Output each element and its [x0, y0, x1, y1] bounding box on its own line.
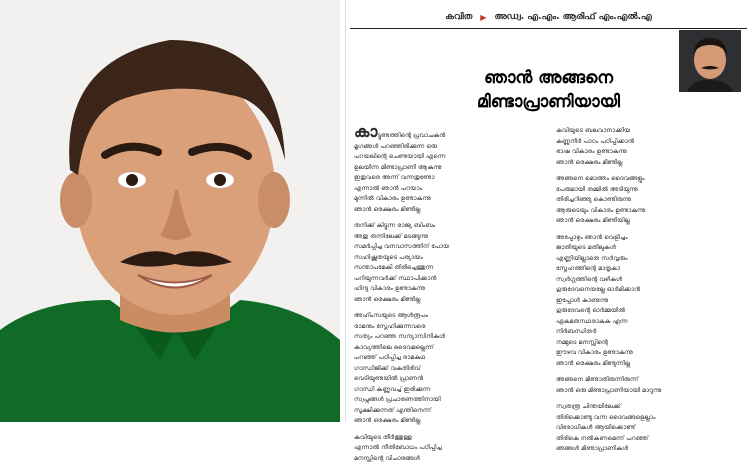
play-arrow-icon: ▶ — [480, 12, 487, 22]
poem-line — [556, 206, 734, 217]
poem-line-text: ഗുരുദേവനെയല്ലേ ഓർമിക്കാൻ — [556, 286, 641, 293]
poem-line-text: പറഞ്ഞ് പഠിപ്പിച്ച രാമകഥ — [354, 354, 426, 361]
poem-line — [354, 274, 532, 285]
poem-line — [354, 295, 532, 306]
poem-line-text: നിർബന്ധിതർ — [556, 328, 597, 335]
poem-line — [556, 243, 734, 254]
poem-line — [354, 322, 532, 333]
poem-line — [354, 332, 532, 343]
poem-line-text: ട്ടുണ്ടത്തിന്റെ പ്രവാചകൻ — [377, 132, 446, 139]
newspaper-article — [345, 0, 750, 462]
poem-line-text: ഇതുവരെ അന്ന് വന്നതുണ്ടോ — [354, 174, 435, 181]
poem-line — [354, 152, 532, 163]
poem-line — [354, 205, 532, 216]
poem-line-text: ജാതിയുടെ മതിലുകൾ — [556, 244, 616, 251]
poem-line — [354, 343, 532, 354]
poem-line — [556, 264, 734, 275]
poem-line-text: ഉലയിന്ന മിണ്ടാപ്രാണി ആകുന്നു — [354, 163, 442, 171]
poem-stanza — [354, 126, 532, 215]
poem-line-text: ഞാൻ ഒരക്ഷരം മിണ്ടുന്നില്ല — [556, 359, 631, 367]
poem-line — [556, 126, 734, 137]
poem-line — [354, 433, 532, 444]
poem-line — [556, 317, 734, 328]
poem-line-text: രാമനും സ്നേഹിക്കുന്നവരെ — [354, 322, 426, 330]
poem-line — [354, 374, 532, 385]
poem-line — [556, 254, 734, 265]
poem-line — [354, 311, 532, 322]
poem-line-text: തിരികെ നൽകണമെന്ന് പറഞ്ഞ് — [556, 434, 649, 442]
poem-line-text: നമ്മുടെ മനസ്സിന്റെ — [556, 338, 609, 346]
poem-line — [354, 454, 532, 465]
poem-line — [354, 263, 532, 274]
poem-line — [556, 216, 734, 227]
poem-line — [354, 284, 532, 295]
poem-line-text: വെടിയുണ്ടയിൽ പ്രാണൻ — [354, 375, 424, 382]
poem-line — [556, 375, 734, 386]
poem-line — [556, 185, 734, 196]
poem-line-text: ഞാൻ ഒരക്ഷരം മിണ്ടില്ല — [354, 205, 421, 213]
poem-line-text: സ്വതന്ത്ര ചിന്തയിലേക്ക് — [556, 403, 621, 410]
poem-line-text: സന്താപമേകി തിരിച്ചെത്തുന്ന — [354, 264, 434, 271]
poem-line — [556, 423, 734, 434]
poem-stanza — [556, 375, 734, 396]
poem-line — [556, 434, 734, 445]
poem-line — [354, 385, 532, 396]
poem-line — [354, 353, 532, 364]
poem-line — [556, 195, 734, 206]
poem-line-text: മൃഗങ്ങൾ പറഞ്ഞിരിക്കുന്ന ഒരു — [354, 142, 437, 150]
poem-line — [556, 327, 734, 338]
poem-line — [354, 194, 532, 205]
poem-line-text: കവിയുടെ തീർത്തുള്ള — [354, 433, 412, 441]
poem-line-text: ആരുടെയും വികാരം ഉണ്ടാകുന്നു — [556, 206, 646, 214]
poem-line-text: ഇപ്പോൾ കാണുന്നു — [556, 296, 609, 304]
poem-line — [556, 158, 734, 169]
poem-stanza — [354, 221, 532, 305]
poem-line — [556, 338, 734, 349]
poem-stanza — [556, 402, 734, 455]
poem-line — [556, 413, 734, 424]
poem-line — [556, 296, 734, 307]
poem-line-text: എന്നാൽ നീതിബോധം പഠിപ്പിച്ച — [354, 444, 442, 451]
poem-line-text: സഹിഷ്ണുതയുടെ പര്യായം — [354, 253, 424, 261]
poem-line — [354, 406, 532, 417]
poem-line-text: സൂക്ഷിക്കുന്നത് എന്തിനെന്ന് — [354, 406, 432, 414]
poem-line — [354, 395, 532, 406]
section-label: കവിത — [445, 12, 473, 22]
poem-line-text: കാവ്യത്തിലെ ദൈവമല്ലെന്ന് — [354, 343, 434, 351]
poem-line — [556, 275, 734, 286]
poem-line — [556, 174, 734, 185]
poem-line-text: സ്വപ്നങ്ങൾ പ്രചാരണത്തിനായി — [354, 396, 441, 403]
poem-line-text: ഗാന്ധി കണ്ണുവച്ച് ഇരിക്കുന്ന — [354, 385, 431, 393]
poem-line-text: അപ്പോഴും ഞാൻ വെളിച്ചം — [556, 233, 628, 241]
poem-column-left — [354, 126, 532, 470]
poem-line-text: ഏകമതസ്ഥരാകുക എന്ന — [556, 317, 628, 325]
poem-line-text: എന്നാൽ ഞാൻ പറയാം — [354, 184, 423, 192]
author-byline: അഡ്വ. എ.എം. ആരിഫ് എം.എൽ.എ — [494, 12, 652, 22]
poem-line — [556, 233, 734, 244]
poem-line — [354, 142, 532, 153]
poem-line — [354, 163, 532, 174]
poem-line — [354, 253, 532, 264]
poem-line-text: ഈഴവ വികാരം ഉണ്ടാകുന്നു — [556, 349, 634, 356]
poem-line-text: കവിയുടെ ബലവാനാക്കിയ — [556, 127, 631, 134]
poem-title-line-1: ഞാൻ അങ്ങനെ — [484, 68, 613, 88]
poem-line-text: ഞങ്ങൾ മിണ്ടാപ്രാണികൾ — [556, 445, 629, 452]
poem-stanza — [354, 433, 532, 465]
poem-line-text: പേരുമായി തമ്മിൽ അടിയുന്നു — [556, 185, 638, 193]
poem-line — [354, 173, 532, 184]
poem-line-text: തനിക്ക് കിട്ടുന്ന രാജ്യ ബിംബം — [354, 222, 436, 229]
poem-line — [354, 364, 532, 375]
poem-line — [354, 184, 532, 195]
poem-line-text: ഹിന്ദു വികാരം ഉണ്ടാകുന്നു — [354, 285, 426, 292]
poem-line-text: ഗാന്ധിജിക്ക് വകതിരിവ് — [354, 364, 421, 372]
poem-line-text: സത്യം പറഞ്ഞ സന്യാസിനികൾ — [354, 333, 446, 340]
poem-column-right — [556, 126, 734, 461]
portrait-photo — [0, 0, 340, 422]
drop-cap: കാ — [354, 126, 378, 141]
header-rule — [350, 28, 747, 29]
poem-title-line-2: മിണ്ടാപ്രാണിയായി — [477, 92, 620, 112]
poem-line — [354, 416, 532, 427]
poem-line-text: ഞാൻ ഒരു മിണ്ടാപ്രാണിയായി മാറുന്നു — [556, 386, 662, 394]
poem-line — [354, 221, 532, 232]
poem-line — [556, 137, 734, 148]
poem-line-text: തിരിച്ചറിഞ്ഞു കൊണ്ടിരുന്നു — [556, 196, 632, 203]
poem-line — [556, 402, 734, 413]
poem-line — [556, 147, 734, 158]
poem-line — [556, 348, 734, 359]
poem-line-text: അങ്ങനെ മിണ്ടാതിരുന്നിരുന്ന് — [556, 376, 639, 383]
poem-line-text: മനസ്സിന്റെ വിചാരങ്ങൾ — [354, 454, 420, 462]
poem-line-text: വിരോധികൾ ആയിക്കൊണ്ട് — [556, 424, 636, 431]
poem-stanza — [556, 233, 734, 370]
poem-line-text: തിരിക്കൊണ്ടു വന്ന ദൈവങ്ങളെല്ലാം — [556, 413, 656, 421]
poem-stanza — [556, 126, 734, 168]
poem-line-text: പറിയുന്നവർക്ക് സ്ഥാപിക്കാൻ — [354, 274, 437, 282]
poem-stanza — [556, 174, 734, 227]
poem-line-text: സ്നേഹത്തിന്റെ മാതൃകാ — [556, 265, 621, 272]
poem-line-text: അഹിംസയുടെ ആൾരൂപം — [354, 312, 428, 319]
portrait-illustration — [0, 0, 340, 422]
poem-line-text: ഗുരുദേവന്റെ ഓർമ്മയിൽ — [556, 307, 626, 314]
poem-line-text: ഞാൻ ഒരക്ഷരം മിണ്ടില്ല — [556, 158, 623, 166]
poem-line — [556, 306, 734, 317]
poem-line-text: അങ്ങനെ മൊത്തം ദൈവങ്ങളും — [556, 175, 645, 182]
poem-line-text: ഞാൻ ഒരക്ഷരം മിണ്ടില്ല — [354, 417, 421, 424]
poem-line — [354, 232, 532, 243]
poem-line — [556, 444, 734, 455]
article-header — [346, 6, 750, 28]
poem-line — [556, 386, 734, 397]
poem-line-text: ഞാൻ ഒരക്ഷരം മിണ്ടിയില്ല — [556, 217, 630, 224]
poem-line — [354, 443, 532, 454]
poem-line-text: സ്വർഗ്ഗത്തിന്റെ വഴികൾ — [556, 275, 623, 283]
poem-line — [556, 359, 734, 370]
poem-line-text: പറയലിന്റെ ചെണ്ടയായി എന്നെ — [354, 153, 446, 160]
poem-line-text: കണ്ണുനീർ പാഠം പഠിപ്പിക്കാൻ — [556, 137, 635, 145]
poem-line — [354, 242, 532, 253]
poem-line — [556, 285, 734, 296]
poem-line-text: എണ്ണിയില്ലാതെ സർവ്വരും — [556, 254, 628, 262]
poem-line-text: മുന്നിൽ വികാരം ഉണ്ടാകുന്നു — [354, 195, 431, 202]
poem-line-text: ഞാൻ ഒരക്ഷരം മിണ്ടില്ല — [354, 295, 421, 303]
poem-line-text: സമർപ്പിച്ച വനവാസത്തിന് പോയ — [354, 243, 450, 250]
poem-stanza — [354, 311, 532, 427]
poem-line-text: ഭാഷ വികാരം ഉണ്ടാകുന്നു — [556, 148, 627, 155]
poem-line — [354, 126, 532, 142]
poem-line-text: അതു തന്നിലേക്ക് മടങ്ങുന്നു — [354, 232, 429, 240]
